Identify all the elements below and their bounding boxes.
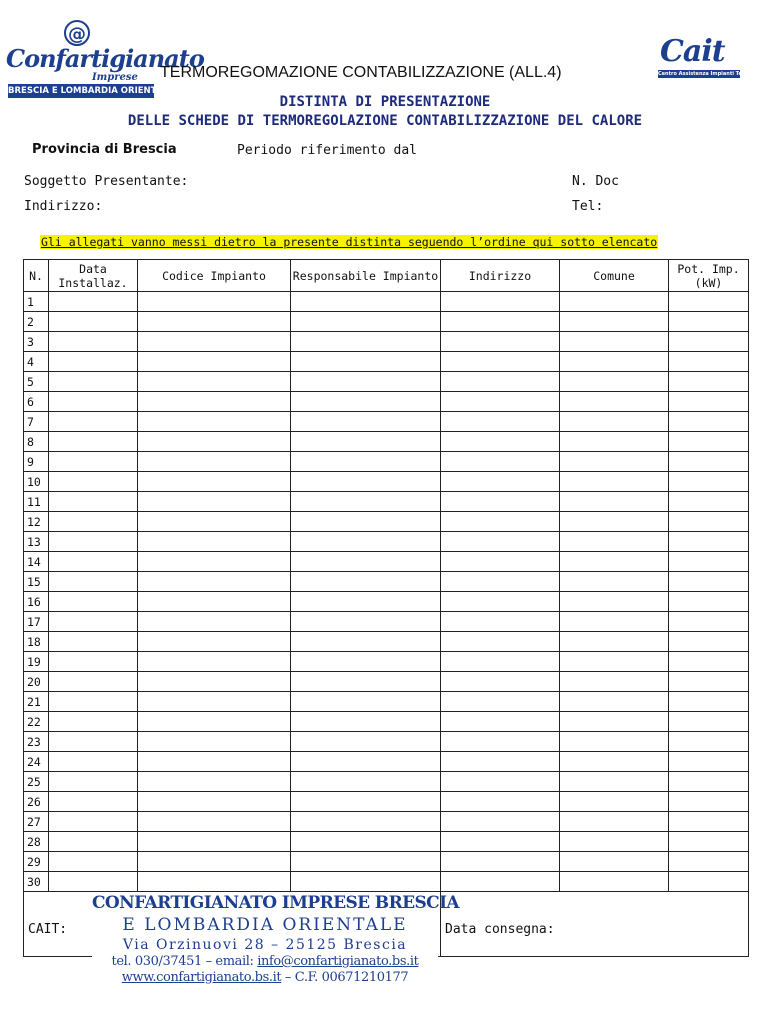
table-row xyxy=(24,652,749,672)
table-cell[interactable] xyxy=(669,352,749,372)
table-cell[interactable] xyxy=(291,672,441,692)
table-cell[interactable] xyxy=(138,412,291,432)
table-cell[interactable] xyxy=(560,732,669,752)
table-cell[interactable] xyxy=(669,632,749,652)
table-cell[interactable] xyxy=(560,412,669,432)
table-row xyxy=(24,872,749,892)
table-cell[interactable] xyxy=(560,532,669,552)
table-cell[interactable] xyxy=(441,852,560,872)
row-number: 1 xyxy=(24,292,49,312)
logo-band-text: BRESCIA E LOMBARDIA ORIENTALE xyxy=(8,86,174,96)
table-cell[interactable] xyxy=(560,572,669,592)
stamp-address: Via Orzinuovi 28 – 25125 Brescia xyxy=(122,937,408,953)
table-cell[interactable] xyxy=(291,632,441,652)
soggetto-label: Soggetto Presentante: xyxy=(24,174,189,189)
table-row xyxy=(24,552,749,572)
table-cell[interactable] xyxy=(560,752,669,772)
table-cell[interactable] xyxy=(291,532,441,552)
table-cell[interactable] xyxy=(138,592,291,612)
table-cell[interactable] xyxy=(138,772,291,792)
table-cell[interactable] xyxy=(138,512,291,532)
table-cell[interactable] xyxy=(669,612,749,632)
table-cell[interactable] xyxy=(441,372,560,392)
table-row xyxy=(24,672,749,692)
table-cell[interactable] xyxy=(49,732,138,752)
table-cell[interactable] xyxy=(291,852,441,872)
table-cell[interactable] xyxy=(560,292,669,312)
table-cell[interactable] xyxy=(138,552,291,572)
table-row xyxy=(24,392,749,412)
table-cell[interactable] xyxy=(291,832,441,852)
row-number: 28 xyxy=(24,832,49,852)
table-cell[interactable] xyxy=(669,412,749,432)
stamp-cf-text: – C.F. 00671210177 xyxy=(281,970,409,985)
table-cell[interactable] xyxy=(441,632,560,652)
table-cell[interactable] xyxy=(441,712,560,732)
table-cell[interactable] xyxy=(49,792,138,812)
row-number: 20 xyxy=(24,672,49,692)
row-number: 30 xyxy=(24,872,49,892)
tel-label: Tel: xyxy=(572,199,604,214)
table-cell[interactable] xyxy=(291,412,441,432)
table-row xyxy=(24,372,749,392)
table-cell[interactable] xyxy=(49,332,138,352)
table-cell[interactable] xyxy=(49,452,138,472)
table-cell[interactable] xyxy=(291,792,441,812)
table-cell[interactable] xyxy=(138,732,291,752)
table-cell[interactable] xyxy=(669,452,749,472)
table-row xyxy=(24,592,749,612)
table-cell[interactable] xyxy=(669,832,749,852)
table-cell[interactable] xyxy=(669,552,749,572)
cait-logo xyxy=(656,34,756,80)
column-header-data: Data Installaz. xyxy=(49,260,138,292)
table-cell[interactable] xyxy=(669,772,749,792)
table-cell[interactable] xyxy=(669,512,749,532)
row-number: 22 xyxy=(24,712,49,732)
table-cell[interactable] xyxy=(441,492,560,512)
table-cell[interactable] xyxy=(138,352,291,372)
table-cell[interactable] xyxy=(49,312,138,332)
table-cell[interactable] xyxy=(560,312,669,332)
stamp-line-1: CONFARTIGIANATO IMPRESE BRESCIA xyxy=(92,893,460,913)
table-cell[interactable] xyxy=(669,712,749,732)
table-cell[interactable] xyxy=(669,812,749,832)
table-cell[interactable] xyxy=(138,672,291,692)
table-cell[interactable] xyxy=(291,612,441,632)
stamp-contacts xyxy=(92,954,438,969)
table-cell[interactable] xyxy=(441,532,560,552)
confartigianato-stamp xyxy=(92,893,460,985)
table-cell[interactable] xyxy=(138,292,291,312)
table-cell[interactable] xyxy=(669,672,749,692)
table-cell[interactable] xyxy=(138,452,291,472)
table-cell[interactable] xyxy=(441,612,560,632)
table-row xyxy=(24,792,749,812)
table-row xyxy=(24,452,749,472)
table-row xyxy=(24,632,749,652)
table-cell[interactable] xyxy=(441,332,560,352)
table-cell[interactable] xyxy=(669,692,749,712)
table-cell[interactable] xyxy=(560,872,669,892)
table-cell[interactable] xyxy=(291,432,441,452)
table-cell[interactable] xyxy=(291,592,441,612)
table-cell[interactable] xyxy=(441,392,560,412)
table-cell[interactable] xyxy=(560,552,669,572)
row-number: 5 xyxy=(24,372,49,392)
table-cell[interactable] xyxy=(49,352,138,372)
table-cell[interactable] xyxy=(441,652,560,672)
row-number: 14 xyxy=(24,552,49,572)
table-cell[interactable] xyxy=(49,872,138,892)
schede-table xyxy=(23,259,749,957)
table-cell[interactable] xyxy=(441,832,560,852)
table-cell[interactable] xyxy=(560,432,669,452)
header-title: TERMOREGOMAZIONE CONTABILIZZAZIONE (ALL.4) xyxy=(160,64,562,81)
table-cell[interactable] xyxy=(669,732,749,752)
stamp-web xyxy=(92,970,438,985)
row-number: 27 xyxy=(24,812,49,832)
logo-brand-text: Confartigianato xyxy=(6,44,204,73)
column-header-comune: Comune xyxy=(560,260,669,292)
table-cell[interactable] xyxy=(49,372,138,392)
table-cell[interactable] xyxy=(138,532,291,552)
table-cell[interactable] xyxy=(560,492,669,512)
table-cell[interactable] xyxy=(291,312,441,332)
table-cell[interactable] xyxy=(291,732,441,752)
table-cell[interactable] xyxy=(560,852,669,872)
table-row xyxy=(24,572,749,592)
table-row xyxy=(24,712,749,732)
table-cell[interactable] xyxy=(49,632,138,652)
row-number: 9 xyxy=(24,452,49,472)
cait-label: CAIT: xyxy=(28,922,68,937)
table-cell[interactable] xyxy=(560,592,669,612)
table-cell[interactable] xyxy=(441,552,560,572)
table-cell[interactable] xyxy=(291,752,441,772)
table-row xyxy=(24,352,749,372)
table-cell[interactable] xyxy=(291,472,441,492)
table-cell[interactable] xyxy=(138,572,291,592)
table-cell[interactable] xyxy=(441,572,560,592)
table-cell[interactable] xyxy=(441,692,560,712)
table-row xyxy=(24,752,749,772)
table-cell[interactable] xyxy=(49,492,138,512)
table-cell[interactable] xyxy=(560,832,669,852)
table-row xyxy=(24,472,749,492)
table-cell[interactable] xyxy=(441,812,560,832)
table-row xyxy=(24,512,749,532)
table-row xyxy=(24,492,749,512)
row-number: 8 xyxy=(24,432,49,452)
table-cell[interactable] xyxy=(138,432,291,452)
table-cell[interactable] xyxy=(669,752,749,772)
table-cell[interactable] xyxy=(291,812,441,832)
table-cell[interactable] xyxy=(560,712,669,732)
table-cell[interactable] xyxy=(138,312,291,332)
table-row xyxy=(24,772,749,792)
table-cell[interactable] xyxy=(291,652,441,672)
table-cell[interactable] xyxy=(441,672,560,692)
table-cell[interactable] xyxy=(138,832,291,852)
confartigianato-logo xyxy=(6,20,204,96)
table-cell[interactable] xyxy=(560,812,669,832)
table-cell[interactable] xyxy=(49,432,138,452)
instructions-note: Gli allegati vanno messi dietro la presente distinta seguendo l’ordine qui sotto elencato xyxy=(41,235,658,249)
table-cell[interactable] xyxy=(138,492,291,512)
row-number: 3 xyxy=(24,332,49,352)
table-cell[interactable] xyxy=(441,732,560,752)
table-cell[interactable] xyxy=(138,372,291,392)
table-cell[interactable] xyxy=(49,572,138,592)
table-row xyxy=(24,532,749,552)
row-number: 11 xyxy=(24,492,49,512)
table-cell[interactable] xyxy=(441,412,560,432)
table-cell[interactable] xyxy=(49,852,138,872)
table-cell[interactable] xyxy=(669,492,749,512)
table-row xyxy=(24,732,749,752)
table-cell[interactable] xyxy=(138,812,291,832)
row-number: 13 xyxy=(24,532,49,552)
table-cell[interactable] xyxy=(138,712,291,732)
row-number: 29 xyxy=(24,852,49,872)
row-number: 21 xyxy=(24,692,49,712)
table-cell[interactable] xyxy=(560,772,669,792)
table-row xyxy=(24,852,749,872)
table-cell[interactable] xyxy=(669,532,749,552)
table-cell[interactable] xyxy=(669,572,749,592)
stamp-line-2: E LOMBARDIA ORIENTALE xyxy=(122,915,408,935)
row-number: 6 xyxy=(24,392,49,412)
table-cell[interactable] xyxy=(669,392,749,412)
row-number: 2 xyxy=(24,312,49,332)
periodo-label: Periodo riferimento dal xyxy=(237,143,418,158)
table-cell[interactable] xyxy=(669,432,749,452)
website-link[interactable]: www.confartigianato.bs.it xyxy=(121,970,282,985)
table-cell[interactable] xyxy=(49,812,138,832)
row-number: 23 xyxy=(24,732,49,752)
table-cell[interactable] xyxy=(669,652,749,672)
table-cell[interactable] xyxy=(560,372,669,392)
document-title-line-2: DELLE SCHEDE DI TERMOREGOLAZIONE CONTABILIZZAZIONE DEL CALORE xyxy=(127,113,643,129)
table-cell[interactable] xyxy=(49,512,138,532)
table-cell[interactable] xyxy=(138,692,291,712)
row-number: 26 xyxy=(24,792,49,812)
table-cell[interactable] xyxy=(49,772,138,792)
row-number: 16 xyxy=(24,592,49,612)
table-cell[interactable] xyxy=(49,652,138,672)
column-header-n: N. xyxy=(24,260,49,292)
table-cell[interactable] xyxy=(560,692,669,712)
row-number: 17 xyxy=(24,612,49,632)
table-cell[interactable] xyxy=(441,512,560,532)
table-cell[interactable] xyxy=(669,292,749,312)
table-cell[interactable] xyxy=(560,652,669,672)
column-header-potenza: Pot. Imp.(kW) xyxy=(669,260,749,292)
table-cell[interactable] xyxy=(49,712,138,732)
table-cell[interactable] xyxy=(560,392,669,412)
table-cell[interactable] xyxy=(49,612,138,632)
table-cell[interactable] xyxy=(291,872,441,892)
table-cell[interactable] xyxy=(291,772,441,792)
table-cell[interactable] xyxy=(560,612,669,632)
row-number: 4 xyxy=(24,352,49,372)
table-cell[interactable] xyxy=(560,792,669,812)
table-cell[interactable] xyxy=(291,292,441,312)
table-header-row xyxy=(24,260,749,292)
table-cell[interactable] xyxy=(441,472,560,492)
table-cell[interactable] xyxy=(49,592,138,612)
logo-sub-text: Imprese xyxy=(92,72,138,83)
table-cell[interactable] xyxy=(291,552,441,572)
table-cell[interactable] xyxy=(291,712,441,732)
table-cell[interactable] xyxy=(49,292,138,312)
table-row xyxy=(24,292,749,312)
cait-logo-mark: Cait xyxy=(660,34,725,69)
table-cell[interactable] xyxy=(441,292,560,312)
table-cell[interactable] xyxy=(291,692,441,712)
table-cell[interactable] xyxy=(49,672,138,692)
table-cell[interactable] xyxy=(138,652,291,672)
row-number: 18 xyxy=(24,632,49,652)
table-cell[interactable] xyxy=(669,472,749,492)
table-cell[interactable] xyxy=(291,492,441,512)
table-cell[interactable] xyxy=(291,332,441,352)
table-cell[interactable] xyxy=(669,852,749,872)
table-row xyxy=(24,312,749,332)
row-number: 19 xyxy=(24,652,49,672)
table-cell[interactable] xyxy=(441,872,560,892)
column-header-indirizzo: Indirizzo xyxy=(441,260,560,292)
table-cell[interactable] xyxy=(49,692,138,712)
column-header-codice: Codice Impianto xyxy=(138,260,291,292)
table-cell[interactable] xyxy=(49,472,138,492)
row-number: 10 xyxy=(24,472,49,492)
table-row xyxy=(24,832,749,852)
table-cell[interactable] xyxy=(441,792,560,812)
row-number: 7 xyxy=(24,412,49,432)
at-symbol-icon: @ xyxy=(64,20,90,46)
table-cell[interactable] xyxy=(291,512,441,532)
table-cell[interactable] xyxy=(560,352,669,372)
table-cell[interactable] xyxy=(291,572,441,592)
table-cell[interactable] xyxy=(669,792,749,812)
ndoc-label: N. Doc xyxy=(572,174,619,189)
table-cell[interactable] xyxy=(138,392,291,412)
table-cell[interactable] xyxy=(138,752,291,772)
table-cell[interactable] xyxy=(138,632,291,652)
table-cell[interactable] xyxy=(560,632,669,652)
table-cell[interactable] xyxy=(441,452,560,472)
table-cell[interactable] xyxy=(669,372,749,392)
table-row xyxy=(24,432,749,452)
table-row xyxy=(24,812,749,832)
table-cell[interactable] xyxy=(49,412,138,432)
table-cell[interactable] xyxy=(560,332,669,352)
indirizzo-label: Indirizzo: xyxy=(24,199,103,214)
table-cell[interactable] xyxy=(291,352,441,372)
table-cell[interactable] xyxy=(441,432,560,452)
cait-logo-band: Centro Assistenza Impianti Termici xyxy=(658,71,756,77)
table-cell[interactable] xyxy=(138,472,291,492)
row-number: 15 xyxy=(24,572,49,592)
table-cell[interactable] xyxy=(138,612,291,632)
row-number: 12 xyxy=(24,512,49,532)
provincia-label: Provincia di Brescia xyxy=(32,142,177,157)
table-cell[interactable] xyxy=(138,792,291,812)
table-cell[interactable] xyxy=(669,592,749,612)
data-consegna-label: Data consegna: xyxy=(445,922,555,937)
table-row xyxy=(24,612,749,632)
table-cell[interactable] xyxy=(441,352,560,372)
email-link[interactable]: info@confartigianato.bs.it xyxy=(257,954,419,969)
table-cell[interactable] xyxy=(138,332,291,352)
table-cell[interactable] xyxy=(669,312,749,332)
row-number: 24 xyxy=(24,752,49,772)
table-cell[interactable] xyxy=(441,312,560,332)
stamp-tel-text: tel. 030/37451 – email: xyxy=(111,954,258,969)
table-cell[interactable] xyxy=(669,872,749,892)
table-cell[interactable] xyxy=(291,452,441,472)
table-cell[interactable] xyxy=(560,452,669,472)
table-cell[interactable] xyxy=(560,672,669,692)
table-cell[interactable] xyxy=(49,532,138,552)
table-cell[interactable] xyxy=(49,832,138,852)
table-row xyxy=(24,692,749,712)
table-cell[interactable] xyxy=(49,552,138,572)
table-cell[interactable] xyxy=(49,752,138,772)
document-title-line-1: DISTINTA DI PRESENTAZIONE xyxy=(279,94,491,110)
table-row xyxy=(24,412,749,432)
table-cell[interactable] xyxy=(138,872,291,892)
table-cell[interactable] xyxy=(560,512,669,532)
table-cell[interactable] xyxy=(441,592,560,612)
table-cell[interactable] xyxy=(138,852,291,872)
table-cell[interactable] xyxy=(291,392,441,412)
column-header-responsabile: Responsabile Impianto xyxy=(291,260,441,292)
table-row xyxy=(24,332,749,352)
row-number: 25 xyxy=(24,772,49,792)
table-cell[interactable] xyxy=(49,392,138,412)
table-cell[interactable] xyxy=(291,372,441,392)
table-cell[interactable] xyxy=(669,332,749,352)
table-cell[interactable] xyxy=(560,472,669,492)
table-cell[interactable] xyxy=(441,772,560,792)
table-cell[interactable] xyxy=(441,752,560,772)
